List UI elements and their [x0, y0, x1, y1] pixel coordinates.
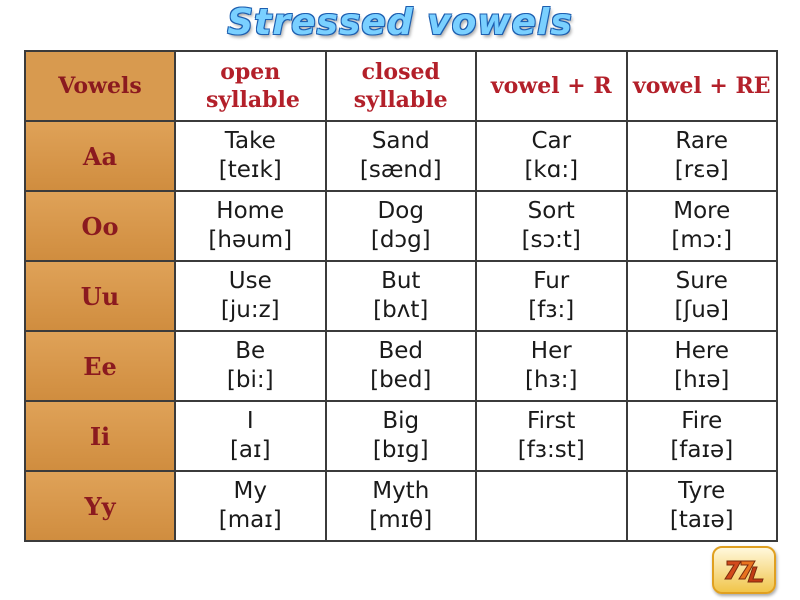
header-vowel-re: vowel + RE — [627, 51, 778, 121]
transcription: [sɔ:t] — [521, 227, 581, 253]
table-cell — [476, 401, 627, 471]
header-open-syllable: open syllable — [175, 51, 326, 121]
table-cell — [476, 261, 627, 331]
transcription: [fɜ:st] — [517, 437, 585, 463]
vowel-cell: Ii — [25, 401, 175, 471]
word: Tyre — [678, 478, 726, 504]
word: Rare — [675, 128, 729, 154]
transcription: [aɪ] — [229, 437, 271, 463]
table-row — [25, 471, 777, 541]
word: Sand — [371, 128, 430, 154]
table-cell — [175, 471, 326, 541]
table-cell — [326, 191, 477, 261]
table-cell — [476, 121, 627, 191]
vowels-table — [24, 50, 778, 542]
table-row — [25, 191, 777, 261]
transcription: [dɔg] — [370, 227, 431, 253]
table-cell — [326, 471, 477, 541]
transcription: [ʃuə] — [674, 297, 729, 323]
table-cell — [476, 331, 627, 401]
table-cell — [175, 261, 326, 331]
word: Fire — [681, 408, 723, 434]
table-cell — [175, 331, 326, 401]
word: Take — [224, 128, 276, 154]
logo-icon — [721, 555, 767, 585]
table-cell — [326, 331, 477, 401]
header-vowels: Vowels — [25, 51, 175, 121]
table-row — [25, 331, 777, 401]
transcription: [rɛə] — [674, 157, 729, 183]
table-row — [25, 401, 777, 471]
table-cell-empty — [476, 471, 627, 541]
table-row — [25, 261, 777, 331]
transcription: [sænd] — [359, 157, 442, 183]
table-cell — [627, 331, 778, 401]
word: Her — [530, 338, 572, 364]
table-cell — [326, 401, 477, 471]
word: Car — [531, 128, 572, 154]
transcription: [maɪ] — [218, 507, 282, 533]
vowel-cell: Uu — [25, 261, 175, 331]
header-closed-syllable: closed syllable — [326, 51, 477, 121]
table-cell — [627, 471, 778, 541]
transcription: [hɪə] — [674, 367, 730, 393]
word: Sure — [675, 268, 728, 294]
word: Myth — [372, 478, 430, 504]
transcription: [taɪə] — [669, 507, 734, 533]
table-cell — [627, 191, 778, 261]
transcription: [həum] — [208, 227, 293, 253]
transcription: [faɪə] — [670, 437, 734, 463]
word: Here — [674, 338, 730, 364]
table-cell — [175, 121, 326, 191]
vowel-cell: Yy — [25, 471, 175, 541]
table-cell — [175, 191, 326, 261]
logo — [712, 546, 776, 594]
table-header-row — [25, 51, 777, 121]
word: I — [246, 408, 254, 434]
word: Big — [382, 408, 420, 434]
word: Home — [216, 198, 285, 224]
transcription: [mɪθ] — [369, 507, 433, 533]
word: My — [233, 478, 267, 504]
table-cell — [627, 401, 778, 471]
word: Sort — [527, 198, 575, 224]
table-cell — [627, 121, 778, 191]
word: Use — [228, 268, 272, 294]
transcription: [kɑ:] — [524, 157, 579, 183]
word: Fur — [533, 268, 570, 294]
word: Be — [235, 338, 266, 364]
table-cell — [326, 121, 477, 191]
transcription: [ju:z] — [220, 297, 280, 323]
vowel-cell: Oo — [25, 191, 175, 261]
table-cell — [476, 191, 627, 261]
transcription: [mɔ:] — [671, 227, 733, 253]
table-cell — [175, 401, 326, 471]
transcription: [bed] — [370, 367, 432, 393]
transcription: [teɪk] — [218, 157, 282, 183]
word: More — [673, 198, 731, 224]
word: Bed — [378, 338, 424, 364]
table-row — [25, 121, 777, 191]
transcription: [fɜ:] — [528, 297, 575, 323]
header-vowel-r: vowel + R — [476, 51, 627, 121]
vowel-cell: Aa — [25, 121, 175, 191]
word: Dog — [377, 198, 424, 224]
table-cell — [326, 261, 477, 331]
page-title: Stressed vowels — [227, 2, 573, 43]
transcription: [hɜ:] — [524, 367, 578, 393]
transcription: [bɪg] — [372, 437, 429, 463]
vowel-cell: Ee — [25, 331, 175, 401]
word: First — [527, 408, 576, 434]
table-cell — [627, 261, 778, 331]
transcription: [bi:] — [226, 367, 274, 393]
transcription: [bʌt] — [373, 297, 429, 323]
word: But — [381, 268, 421, 294]
